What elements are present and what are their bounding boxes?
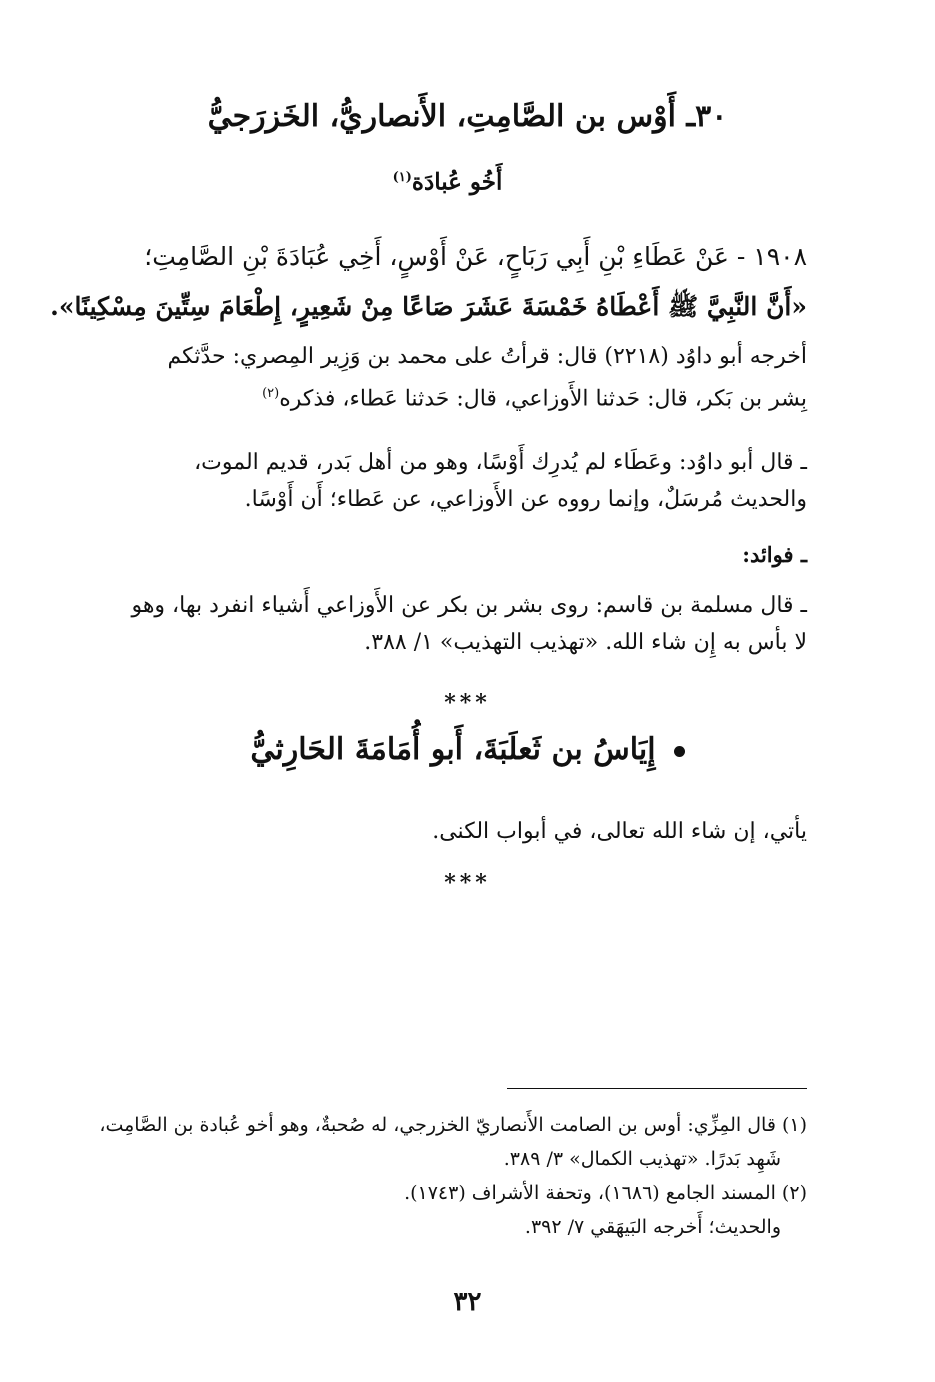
- entry-subtitle-text: أَخُو عُبادَة: [411, 168, 503, 196]
- footnote-2-line-2: والحديث؛ أَخرجه البَيهَقي ٧/ ٣٩٢.: [524, 1216, 781, 1238]
- abudawud-comment: [128, 444, 807, 518]
- footnote-ref-1[interactable]: (١): [392, 170, 412, 185]
- footnote-2-line-1: (٢) المسند الجامع (١٦٨٦)، وتحفة الأشراف (١٧٤٣).: [404, 1182, 807, 1204]
- fawaid-paragraph: [128, 587, 807, 661]
- entry-title-text: ٣٠ـ أَوْس بن الصَّامِتِ، الأَنصاريُّ، الخَزرَجيُّ: [207, 99, 728, 134]
- cross-reference-note: يأتي، إن شاء الله تعالى، في أبواب الكنى.: [432, 819, 807, 844]
- hadith-text: [50, 232, 807, 332]
- takhrij-line-1: أخرجه أبو داوُد (٢٢١٨) قال: قرأتُ على محمد بن وَزِير المِصري: حدَّثكم: [167, 344, 807, 369]
- hadith-matn-line: «أَنَّ النَّبِيَّ ﷺ أَعْطَاهُ خَمْسَةَ عَشَرَ صَاعًا مِنْ شَعِيرٍ، إِطْعَامَ سِتِّينَ مِسْكِينًا».: [50, 292, 807, 321]
- cross-reference-title: إِيَاسُ بن ثَعلَبَةَ، أَبو أُمَامَةَ الحَارِثيُّ: [250, 732, 656, 767]
- takhrij-paragraph: [128, 338, 807, 417]
- takhrij-line-2-text: بِشر بن بَكر، قال: حَدثنا الأَوزاعي، قال: حَدثنا عَطاء، فذكره: [279, 386, 807, 412]
- page-number: ٣٢: [453, 1287, 482, 1317]
- fawaid-line-1: ـ قال مسلمة بن قاسم: روى بشر بن بكر عن الأَوزاعي أَشياء انفرد بها، وهو: [131, 593, 807, 618]
- footnote-1-line-2: شَهِد بَدرًا. «تهذيب الكمال» ٣/ ٣٨٩.: [503, 1148, 781, 1170]
- footnote-ref-2[interactable]: (٢): [262, 386, 280, 401]
- footnotes: [99, 1108, 807, 1244]
- abudawud-line-2: والحديث مُرسَلٌ، وإنما رووه عن الأَوزاعي، عن عَطاء؛ أَن أَوْسًا.: [244, 487, 807, 512]
- fawaid-heading: ـ فوائد:: [742, 542, 807, 567]
- fawaid-line-2: لا بأس به إِن شاء الله. «تهذيب التهذيب» ١/ ٣٨٨.: [364, 630, 807, 655]
- abudawud-line-1: ـ قال أبو داوُد: وعَطَاء لم يُدرِك أَوْسًا، وهو من أهل بَدر، قديم الموت،: [194, 450, 807, 475]
- bullet-icon: [674, 746, 685, 757]
- footnote-1-line-1: (١) قال المِزِّي: أوس بن الصامت الأَنصاريّ الخزرجي، له صُحبةٌ، وهو أخو عُبادة بن الصَّامِت،: [99, 1114, 807, 1136]
- footnote-divider: [507, 1088, 807, 1089]
- entry-title: [128, 92, 807, 142]
- section-separator: ***: [444, 870, 491, 896]
- entry-subtitle: [380, 158, 515, 203]
- cross-reference-heading: [0, 725, 935, 775]
- takhrij-line-2: [128, 375, 807, 417]
- hadith-isnad-line: ١٩٠٨ - عَنْ عَطَاءِ بْنِ أَبِي رَبَاحٍ، عَنْ أَوْسٍ، أَخِي عُبَادَةَ بْنِ الصَّامِتِ؛: [144, 242, 807, 271]
- section-separator: ***: [444, 690, 491, 716]
